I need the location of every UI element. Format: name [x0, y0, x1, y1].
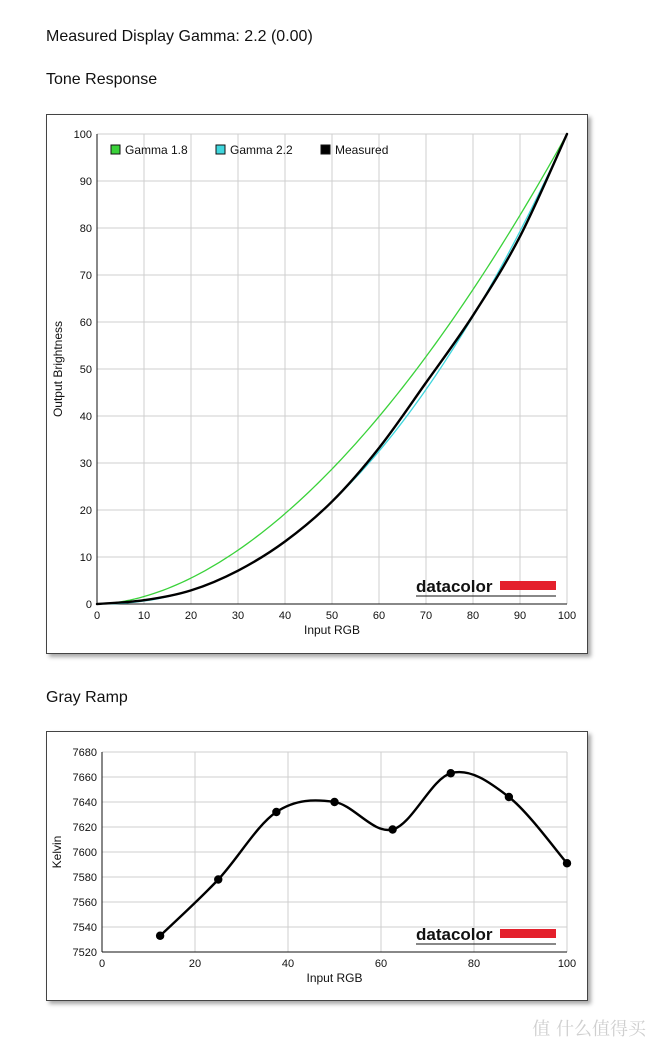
- gray-xtick-label-2: 40: [281, 958, 295, 970]
- tone-xtick-label-10: 100: [557, 610, 577, 622]
- tone-xtick-label-2: 20: [184, 610, 198, 622]
- tone-ytick-label-7: 70: [79, 270, 92, 282]
- tone-logo-text: datacolor: [416, 577, 493, 596]
- tone-xtick-label-1: 10: [137, 610, 151, 622]
- tone-x-axis-label: Input RGB: [303, 623, 361, 637]
- gray-point-6: [505, 793, 513, 801]
- tone-legend-label-measured: Measured: [335, 143, 389, 157]
- tone-ytick-label-10: 100: [73, 129, 92, 141]
- tone-legend-label-gamma-2-2: Gamma 2.2: [230, 143, 293, 157]
- tone-ytick-label-4: 40: [79, 411, 92, 423]
- tone-xtick-label-9: 90: [513, 610, 527, 622]
- gray-point-0: [156, 932, 164, 940]
- gray-ramp-panel: [46, 731, 588, 1001]
- gray-ytick-label-7: 7660: [72, 772, 97, 784]
- tone-legend-swatch-gamma-2-2: [216, 145, 225, 154]
- tone-ytick-label-2: 20: [79, 505, 92, 517]
- gray-point-4: [388, 825, 396, 833]
- gray-logo-bar: [500, 929, 556, 938]
- tone-xtick-label-4: 40: [278, 610, 292, 622]
- gray-ytick-label-2: 7560: [72, 897, 97, 909]
- gray-xtick-label-3: 60: [374, 958, 388, 970]
- tone-ytick-label-6: 60: [79, 317, 92, 329]
- tone-ytick-label-3: 30: [79, 458, 92, 470]
- gray-point-3: [330, 798, 338, 806]
- tone-ytick-label-0: 0: [85, 599, 92, 611]
- gray-ytick-label-1: 7540: [72, 922, 97, 934]
- gray-ytick-label-4: 7600: [72, 847, 97, 859]
- tone-xtick-label-0: 0: [93, 610, 101, 622]
- gray-point-5: [447, 769, 455, 777]
- tone-response-chart: [47, 115, 587, 653]
- gray-xtick-label-1: 20: [188, 958, 202, 970]
- tone-logo-bar: [500, 581, 556, 590]
- tone-legend-swatch-measured: [321, 145, 330, 154]
- gray-logo-text: datacolor: [416, 925, 493, 944]
- tone-xtick-label-3: 30: [231, 610, 245, 622]
- tone-xtick-label-5: 50: [325, 610, 339, 622]
- gray-xtick-label-5: 100: [557, 958, 577, 970]
- gray-x-axis-label: Input RGB: [306, 971, 363, 985]
- gray-point-7: [563, 859, 571, 867]
- tone-legend-swatch-gamma-1-8: [111, 145, 120, 154]
- tone-ytick-label-5: 50: [79, 364, 92, 376]
- tone-xtick-label-7: 70: [419, 610, 433, 622]
- gray-ytick-label-3: 7580: [72, 872, 97, 884]
- tone-response-panel: [46, 114, 588, 654]
- gamma-summary: Measured Display Gamma: 2.2 (0.00): [46, 28, 313, 45]
- gray-ramp-heading: Gray Ramp: [46, 689, 128, 706]
- tone-y-axis-label: Output Brightness: [51, 320, 65, 418]
- site-watermark: 值 什么值得买: [532, 1019, 646, 1040]
- gray-ytick-label-8: 7680: [72, 747, 97, 759]
- tone-ytick-label-1: 10: [79, 552, 92, 564]
- gray-ytick-label-6: 7640: [72, 797, 97, 809]
- gray-ramp-chart: [47, 732, 587, 1000]
- gray-xtick-label-4: 80: [467, 958, 481, 970]
- tone-xtick-label-8: 80: [466, 610, 480, 622]
- gray-xtick-label-0: 0: [98, 958, 106, 970]
- tone-ytick-label-8: 80: [79, 223, 92, 235]
- gray-ytick-label-5: 7620: [72, 822, 97, 834]
- gray-point-1: [214, 875, 222, 883]
- gray-point-2: [272, 808, 280, 816]
- tone-ytick-label-9: 90: [79, 176, 92, 188]
- tone-response-heading: Tone Response: [46, 71, 158, 88]
- gray-y-axis-label: Kelvin: [50, 835, 64, 869]
- tone-xtick-label-6: 60: [372, 610, 386, 622]
- gray-ytick-label-0: 7520: [72, 947, 97, 959]
- tone-legend-label-gamma-1-8: Gamma 1.8: [125, 143, 188, 157]
